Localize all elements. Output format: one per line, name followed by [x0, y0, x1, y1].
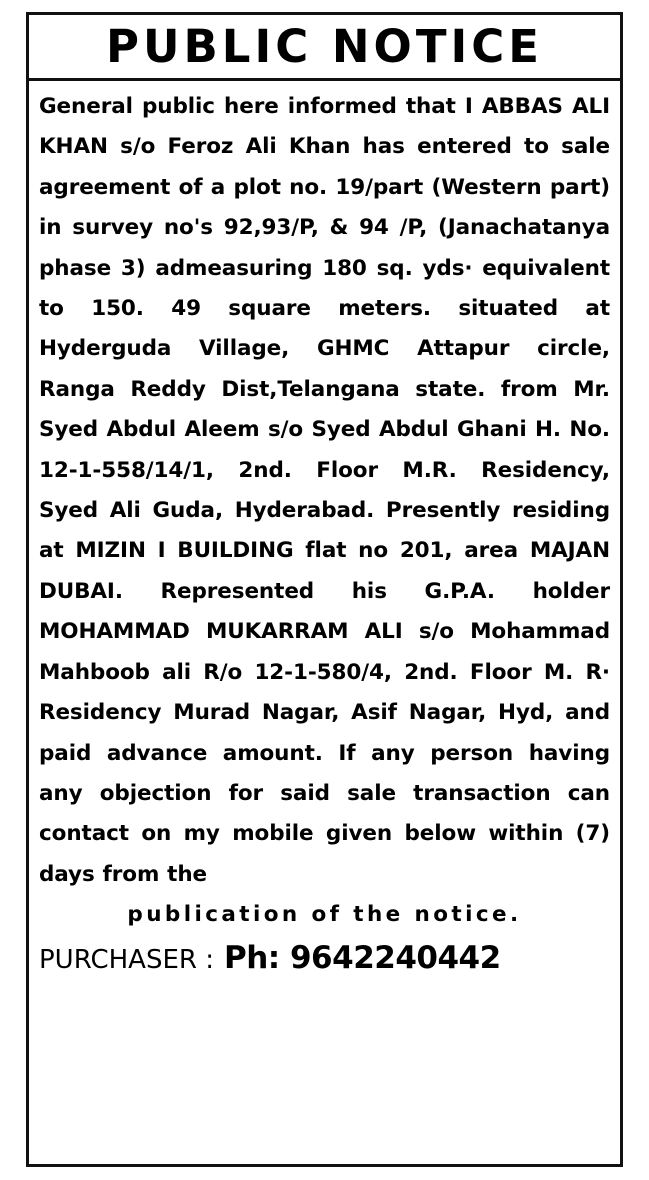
public-notice-advertisement: [26, 12, 623, 1167]
purchaser-label: PURCHASER :: [39, 944, 214, 975]
page-title: PUBLIC NOTICE: [105, 20, 544, 73]
contact-phone-number: Ph: 9642240442: [224, 939, 501, 976]
notice-footer: [39, 940, 610, 976]
notice-body-text: General public here informed that I ABBAS ALI KHAN s/o Feroz Ali Khan has entered to sale agreement of a plot no. 19/part (Western part) in survey no's 92,93/P, & 94 /P, (Janachatanya phase 3) admeasuring 180 sq. yds· equivalent to 150. 49 square meters. situated at Hyderguda Village, GHMC Attapur circle, Ranga Reddy Dist,Telangana state. from Mr. Syed Abdul Aleem s/o Syed Abdul Ghani H. No. 12-1-558/14/1, 2nd. Floor M.R. Residency, Syed Ali Guda, Hyderabad. Presently residing at MIZIN I BUILDING flat no 201, area MAJAN DUBAI. Represented his G.P.A. holder MOHAMMAD MUKARRAM ALI s/o Mohammad Mahboob ali R/o 12-1-580/4, 2nd. Floor M. R· Residency Murad Nagar, Asif Nagar, Hyd, and paid advance amount. If any person having any objection for said sale transaction can contact on my mobile given below within (7) days from the: [39, 94, 610, 887]
notice-title-bar: [29, 15, 620, 81]
notice-body: [29, 81, 620, 976]
notice-closing-line: publication of the notice.: [127, 902, 522, 928]
